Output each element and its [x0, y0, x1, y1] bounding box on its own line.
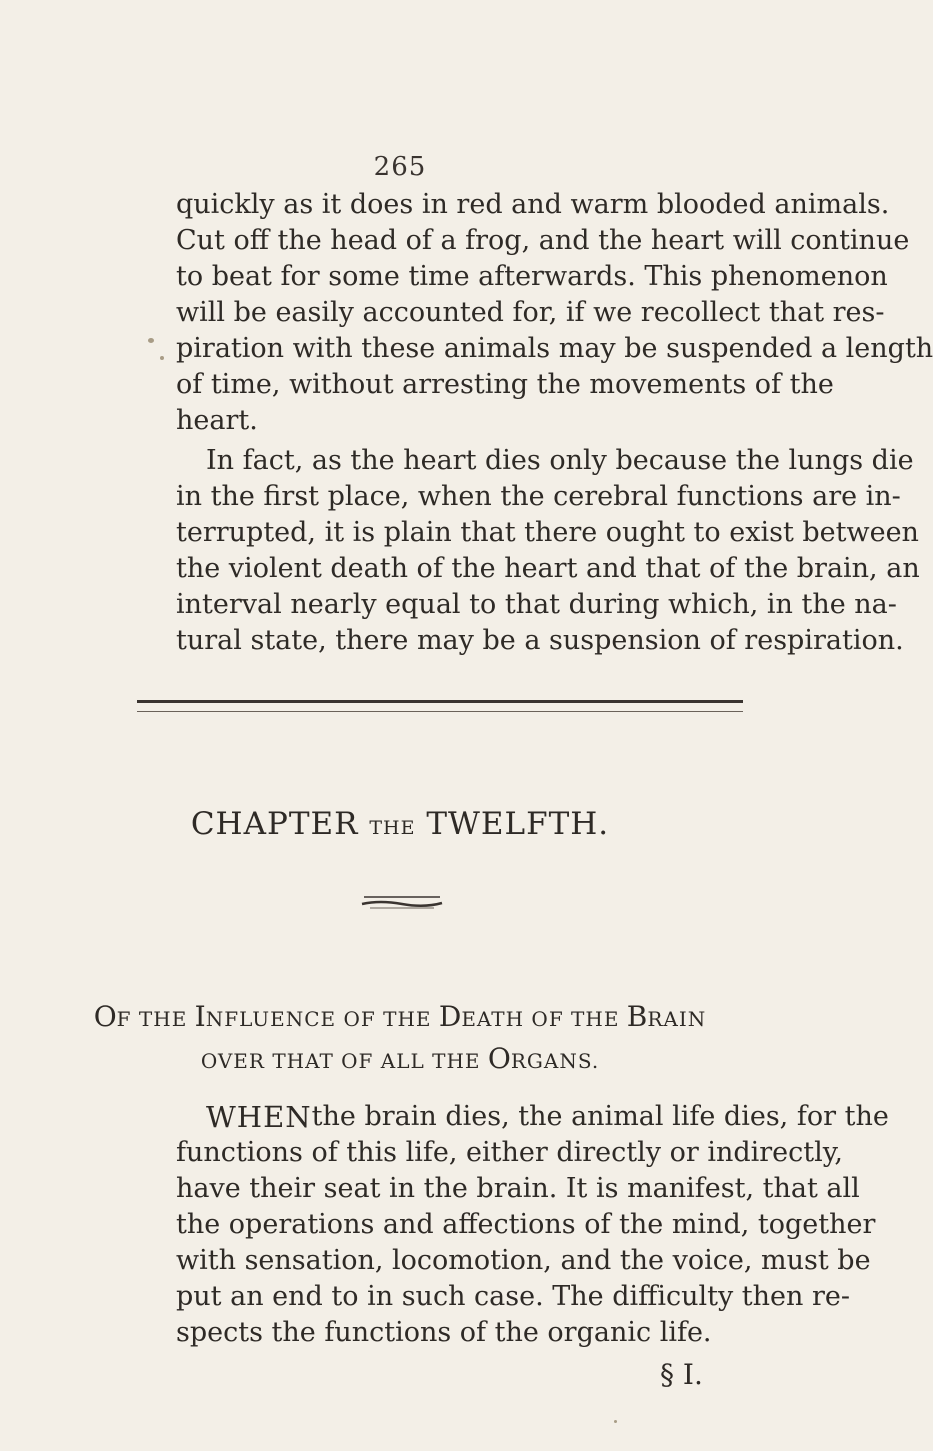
- text-line: to beat for some time afterwards. This phenomenon: [176, 261, 888, 292]
- text-line: In fact, as the heart dies only because the lungs die: [206, 445, 914, 476]
- chapter-number: TWELFTH.: [426, 806, 610, 842]
- paper-speck: [148, 338, 154, 343]
- section-heading-line-2: OVER THAT OF ALL THE ORGANS.: [200, 1042, 600, 1075]
- text-line: with sensation, locomotion, and the voice, must be: [176, 1245, 871, 1276]
- page-number: 265: [373, 152, 427, 182]
- text-line: of time, without arresting the movements of the: [176, 369, 834, 400]
- text-line: have their seat in the brain. It is manifest, that all: [176, 1173, 860, 1204]
- text-line: put an end to in such case. The difficulty then re-: [176, 1281, 850, 1312]
- text-line: heart.: [176, 405, 258, 436]
- section-divider: [137, 700, 743, 712]
- chapter-word: CHAPTER: [190, 806, 359, 842]
- text-line: terrupted, it is plain that there ought to exist between: [176, 517, 919, 548]
- chapter-article: THE: [369, 817, 416, 839]
- text-line: tural state, there may be a suspension of respiration.: [176, 625, 904, 656]
- drop-word: WHEN: [206, 1100, 312, 1134]
- section-heading-line-1: OF THE INFLUENCE OF THE DEATH OF THE BRAIN: [93, 1000, 707, 1033]
- text-line: in the first place, when the cerebral functions are in-: [176, 481, 901, 512]
- text-line: functions of this life, either directly or indirectly,: [176, 1137, 844, 1168]
- text-line: spects the functions of the organic life.: [176, 1317, 712, 1348]
- text-line: interval nearly equal to that during which, in the na-: [176, 589, 897, 620]
- chapter-title: [0, 806, 800, 842]
- paper-speck: [614, 1420, 617, 1423]
- text-line: piration with these animals may be suspended a length: [176, 333, 933, 364]
- text-line: Cut off the head of a frog, and the heart will continue: [176, 225, 910, 256]
- text-line: will be easily accounted for, if we recollect that res-: [176, 297, 885, 328]
- section-mark: § I.: [660, 1358, 703, 1391]
- text-line: the violent death of the heart and that of the brain, an: [176, 553, 920, 584]
- text-line: WHEN the brain dies, the animal life dies, for the: [206, 1100, 889, 1134]
- ornament-rule: [358, 892, 446, 912]
- text-line: the operations and affections of the mind, together: [176, 1209, 876, 1240]
- text-line: quickly as it does in red and warm blooded animals.: [176, 189, 890, 220]
- paper-speck: [160, 356, 164, 360]
